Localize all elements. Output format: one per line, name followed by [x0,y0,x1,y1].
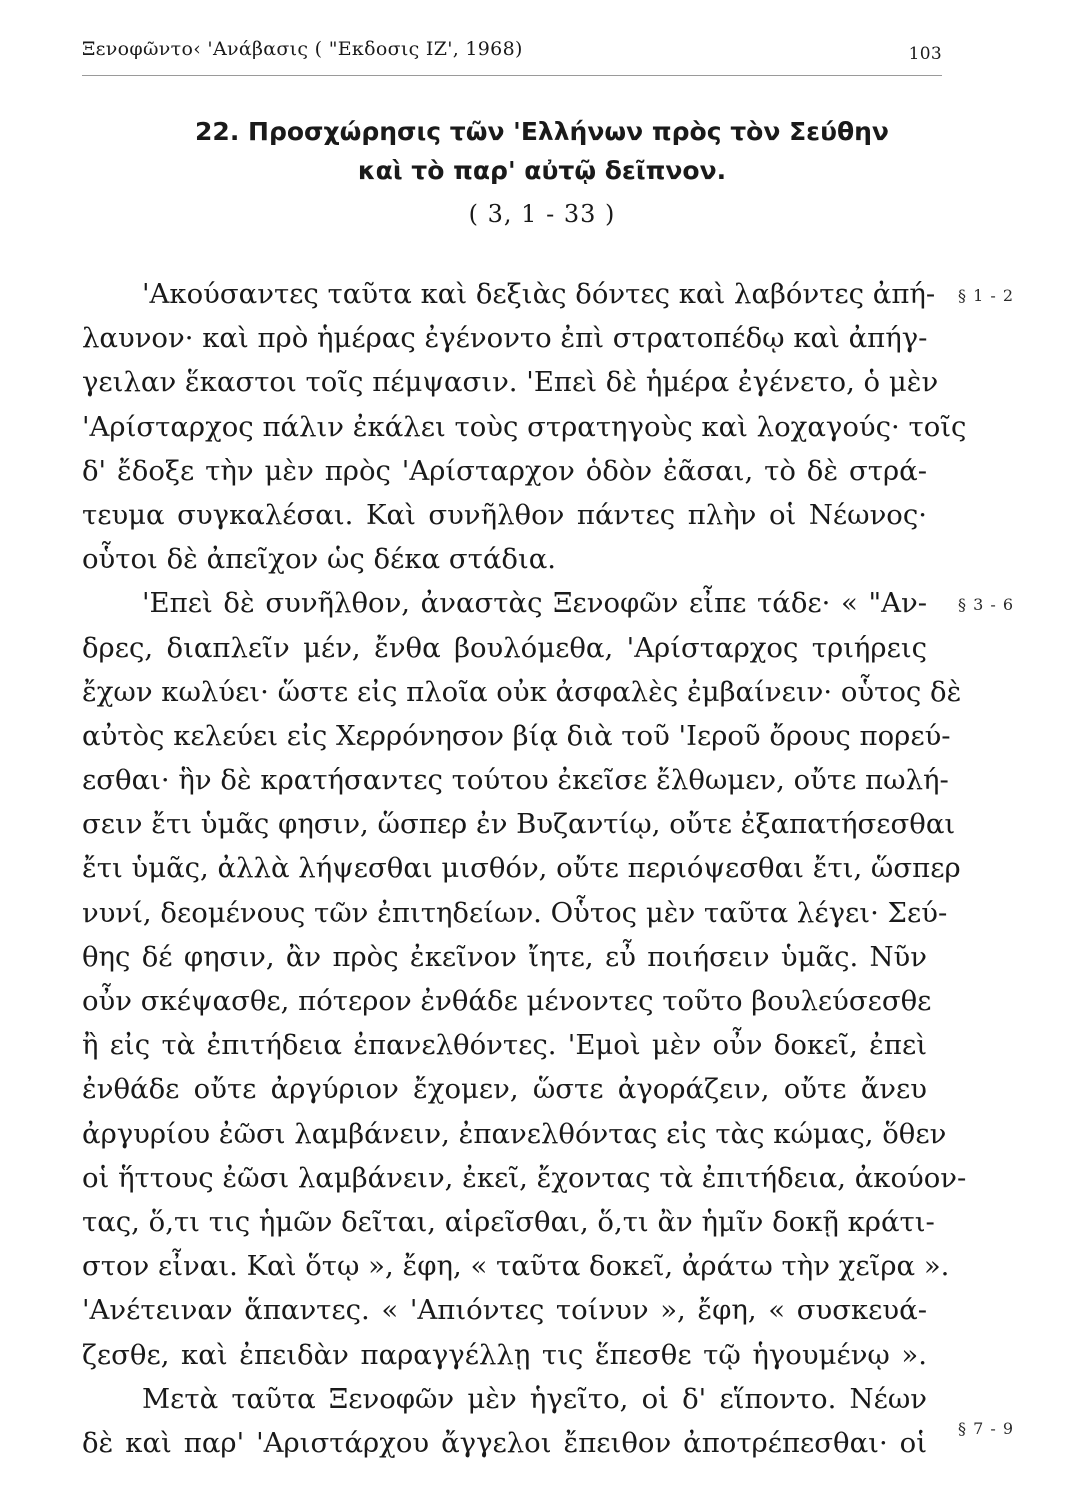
section-reference: ( 3, 1 - 33 ) [468,200,616,228]
text-line: δ' ἔδοξε τὴν μὲν πρὸς 'Αρίσταρχον ὁδὸν ἐᾶσαι, τὸ δὲ στρά- [82,454,927,487]
text-line: αὐτὸς κελεύει εἰς Χερρόνησον βίᾳ διὰ τοῦ 'Ιεροῦ ὄρους πορεύ- [82,719,951,752]
section-heading [0,112,1084,190]
text-line: ἔτι ὑμᾶς, ἀλλὰ λήψεσθαι μισθόν, οὔτε περιόψεσθαι ἔτι, ὥσπερ [82,852,961,885]
text-line: οἱ ἥττους ἐῶσι λαμβάνειν, ἐκεῖ, ἔχοντας τὰ ἐπιτήδεια, ἀκούον- [82,1161,967,1194]
text-line: Μετὰ ταῦτα Ξενοφῶν μὲν ἡγεῖτο, οἱ δ' εἵποντο. Νέων [142,1382,927,1415]
text-line: ἢ εἰς τὰ ἐπιτήδεια ἐπανελθόντες. 'Εμοὶ μὲν οὖν δοκεῖ, ἐπεὶ [82,1029,927,1062]
text-line: 'Ανέτειναν ἅπαντες. « 'Απιόντες τοίνυν », ἔφη, « συσκευά- [82,1294,927,1327]
text-line: ἀργυρίου ἐῶσι λαμβάνειν, ἐπανελθόντας εἰς τὰς κώμας, ὅθεν [82,1117,947,1150]
text-line: τας, ὅ,τι τις ἡμῶν δεῖται, αἱρεῖσθαι, ὅ,τι ἂν ἡμῖν δοκῇ κράτι- [82,1205,935,1238]
text-line: δὲ καὶ παρ' 'Αριστάρχου ἄγγελοι ἔπειθον ἀποτρέπεσθαι· οἱ [82,1426,927,1459]
text-line: ζεσθε, καὶ ἐπειδὰν παραγγέλλῃ τις ἕπεσθε τῷ ἡγουμένῳ ». [82,1338,927,1371]
text-line: τευμα συγκαλέσαι. Καὶ συνῆλθον πάντες πλὴν οἱ Νέωνος· [82,498,927,531]
text-line: ἐνθάδε οὔτε ἀργύριον ἔχομεν, ὥστε ἀγοράζειν, οὔτε ἄνευ [82,1073,927,1106]
text-line: οὗτοι δὲ ἀπεῖχον ὡς δέκα στάδια. [82,543,557,576]
text-line: λαυνον· καὶ πρὸ ἡμέρας ἐγένοντο ἐπὶ στρατοπέδῳ καὶ ἀπήγ- [82,322,928,355]
text-line: γειλαν ἕκαστοι τοῖς πέμψασιν. 'Επεὶ δὲ ἡμέρα ἐγένετο, ὁ μὲν [82,366,939,399]
section-title-line-1: 22. Προσχώρησις τῶν 'Ελλήνων πρὸς τὸν Σεύθην [195,117,889,146]
page-number: 103 [908,44,942,64]
text-line: δρες, διαπλεῖν μέν, ἔνθα βουλόμεθα, 'Αρίσταρχος τριήρεις [82,631,927,664]
text-line: στον εἶναι. Καὶ ὅτῳ », ἔφη, « ταῦτα δοκεῖ, ἀράτω τὴν χεῖρα ». [82,1250,950,1283]
text-line: ἔχων κωλύει· ὥστε εἰς πλοῖα οὐκ ἀσφαλὲς ἐμβαίνειν· οὗτος δὲ [82,675,962,708]
running-title: Ξενοφῶντο‹ 'Ανάβασις ( "Εκδοσις ΙΖ', 1968) [82,38,523,60]
text-line: σειν ἔτι ὑμᾶς φησιν, ὥσπερ ἐν Βυζαντίῳ, οὔτε ἐξαπατήσεσθαι [82,808,956,841]
text-line: 'Επεὶ δὲ συνῆλθον, ἀναστὰς Ξενοφῶν εἶπε τάδε· « "Αν- [142,587,927,620]
text-line: 'Αρίσταρχος πάλιν ἐκάλει τοὺς στρατηγοὺς καὶ λοχαγούς· τοῖς [82,410,967,443]
text-line: οὖν σκέψασθε, πότερον ἐνθάδε μένοντες τοῦτο βουλεύσεσθε [82,985,932,1017]
text-line: εσθαι· ἣν δὲ κρατήσαντες τούτου ἐκεῖσε ἔλθωμεν, οὔτε πωλή- [82,764,949,797]
section-title-line-2: καὶ τὸ παρ' αὐτῷ δεῖπνον. [357,156,727,185]
text-line: θης δέ φησιν, ἂν πρὸς ἐκεῖνον ἴητε, εὖ ποιήσειν ὑμᾶς. Νῦν [82,940,927,973]
text-line: 'Ακούσαντες ταῦτα καὶ δεξιὰς δόντες καὶ λαβόντες ἀπή- [142,278,936,310]
margin-section-ref: § 1 - 2 [958,286,1015,305]
header-rule [82,75,942,76]
margin-section-ref: § 7 - 9 [958,1419,1015,1438]
margin-section-ref: § 3 - 6 [958,595,1015,614]
body-text [82,272,967,1465]
text-line: νυνί, δεομένους τῶν ἐπιτηδείων. Οὗτος μὲν ταῦτα λέγει· Σεύ- [82,896,948,929]
running-header [82,38,942,68]
